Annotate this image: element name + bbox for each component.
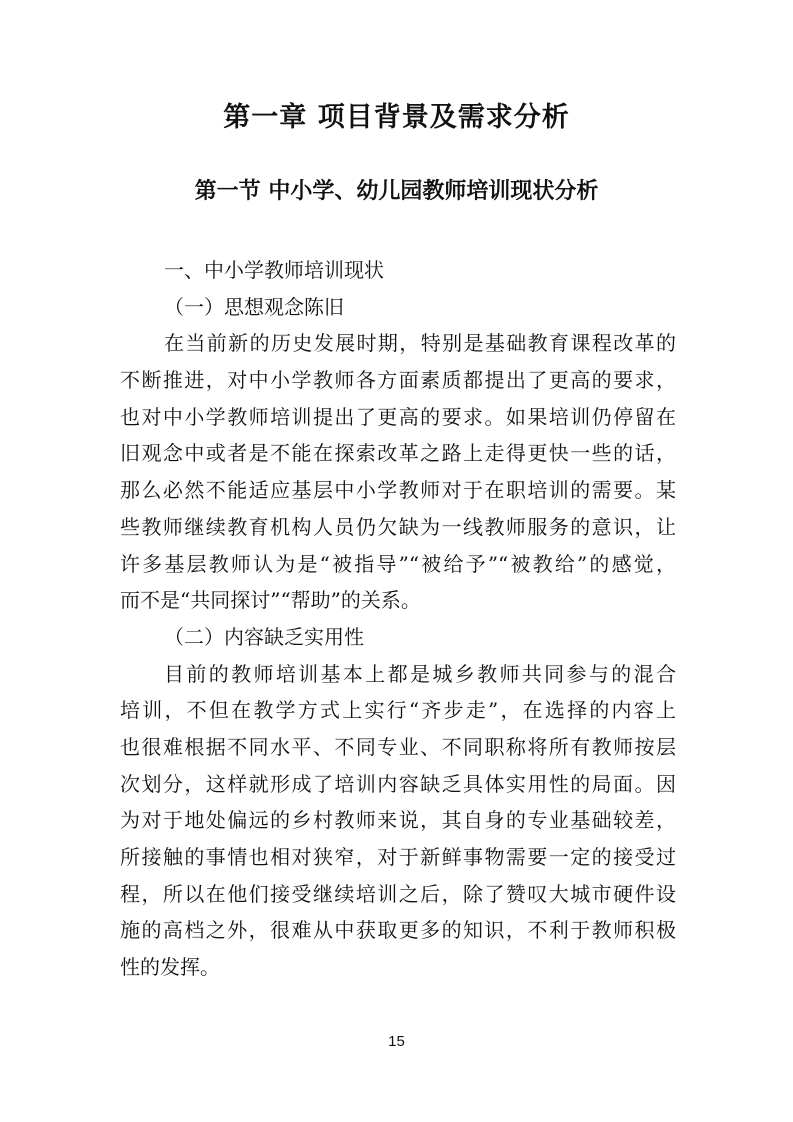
paragraph-line: 而不是“共同探讨”“帮助”的关系。 <box>120 588 421 613</box>
paragraph-line: 为对于地处偏远的乡村教师来说，其自身的专业基础较差， <box>120 808 676 833</box>
paragraph-outdated-ideas <box>120 325 676 619</box>
paragraph-line: 次划分，这样就形成了培训内容缺乏具体实用性的局面。因 <box>120 771 676 796</box>
paragraph-line: 施的高档之外，很难从中获取更多的知识，不利于教师积极 <box>120 918 676 943</box>
paragraph-line: 性的发挥。 <box>120 955 220 980</box>
section-title: 第一节 中小学、幼儿园教师培训现状分析 <box>194 179 599 204</box>
paragraph-line: 也很难根据不同水平、不同专业、不同职称将所有教师按层 <box>120 734 676 759</box>
paragraph-line: 不断推进，对中小学教师各方面素质都提出了更高的要求， <box>120 368 676 393</box>
paragraph-line: 也对中小学教师培训提出了更高的要求。如果培训仍停留在 <box>120 404 676 429</box>
paragraph-line: 那么必然不能适应基层中小学教师对于在职培训的需要。某 <box>120 478 676 503</box>
paragraph-line: 培训，不但在教学方式上实行“齐步走”，在选择的内容上 <box>120 698 676 723</box>
subheading-outdated-ideas: （一）思想观念陈旧 <box>164 294 344 319</box>
paragraph-line: 所接触的事情也相对狭窄，对于新鲜事物需要一定的接受过 <box>120 845 676 869</box>
subheading-lack-of-practicality: （二）内容缺乏实用性 <box>164 624 364 649</box>
heading-training-status: 一、中小学教师培训现状 <box>164 258 384 282</box>
paragraph-line: 许多基层教师认为是“被指导”“被给予”“被教给”的感觉， <box>120 551 676 576</box>
paragraph-line: 旧观念中或者是不能在探索改革之路上走得更快一些的话， <box>120 441 676 466</box>
chapter-title: 第一章 项目背景及需求分析 <box>223 102 570 133</box>
paragraph-line: 些教师继续教育机构人员仍欠缺为一线教师服务的意识，让 <box>120 514 676 539</box>
paragraph-line: 在当前新的历史发展时期，特别是基础教育课程改革的 <box>164 331 676 356</box>
paragraph-line: 程，所以在他们接受继续培训之后，除了赞叹大城市硬件设 <box>120 881 676 906</box>
page-number: 15 <box>388 1033 405 1050</box>
body-text <box>120 252 676 986</box>
paragraph-line: 目前的教师培训基本上都是城乡教师共同参与的混合 <box>164 661 676 686</box>
paragraph-lack-of-practicality <box>120 656 676 986</box>
